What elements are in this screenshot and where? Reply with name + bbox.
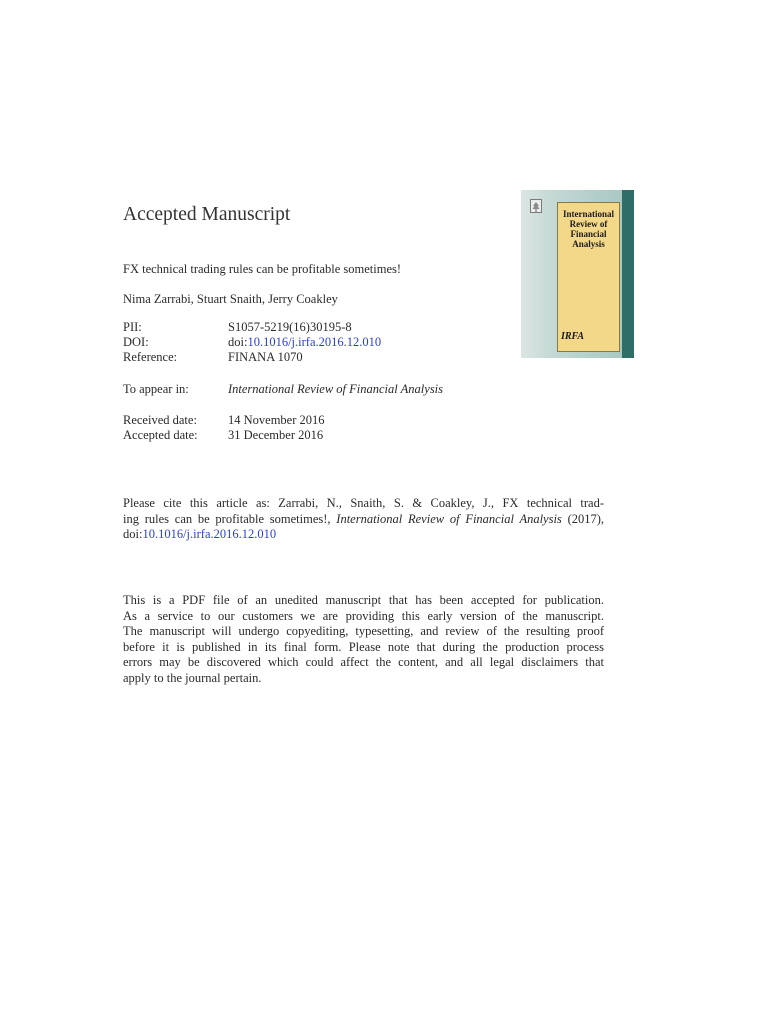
page-heading: Accepted Manuscript [123, 204, 291, 225]
citation-journal: International Review of Financial Analysis [336, 511, 562, 526]
pii-row [123, 319, 523, 335]
article-title: FX technical trading rules can be profitable sometimes! [123, 262, 402, 276]
appear-in-row [123, 381, 523, 397]
tree-icon [531, 201, 541, 213]
cover-journal-title [558, 209, 619, 249]
received-label: Received date: [123, 413, 197, 427]
citation-year: (2017), [561, 511, 605, 526]
cover-title-panel [557, 202, 620, 352]
reference-value: FINANA 1070 [228, 350, 303, 364]
notice-line: The manuscript will undergo copyediting, typesetting, and review of the resulting proof [123, 624, 604, 638]
doi-value [228, 334, 381, 350]
reference-label: Reference: [123, 350, 178, 364]
notice-line: before it is published in its final form. Please note that during the production process [123, 639, 604, 654]
cover-title-line: Analysis [572, 239, 605, 249]
accepted-label: Accepted date: [123, 428, 198, 442]
doi-prefix: doi: [228, 335, 248, 349]
notice-line: errors may be discovered which could affect the content, and all legal disclaimers that [123, 655, 604, 669]
publisher-logo-icon [530, 199, 542, 213]
citation-doi-link[interactable]: 10.1016/j.irfa.2016.12.010 [142, 527, 277, 541]
citation-line-2-text: ing rules can be profitable sometimes!, [123, 511, 337, 526]
citation-paragraph [123, 496, 604, 543]
citation-line-2 [123, 512, 604, 528]
notice-line: As a service to our customers we are providing this early version of the manuscript. [123, 608, 604, 623]
pii-value: S1057-5219(16)30195-8 [228, 320, 352, 334]
received-row [123, 412, 523, 428]
accepted-row [123, 427, 523, 443]
accepted-value: 31 December 2016 [228, 428, 324, 442]
citation-line-1: Please cite this article as: Zarrabi, N., Snaith, S. & Coakley, J., FX technical trad- [123, 496, 604, 510]
doi-row [123, 334, 523, 350]
citation-doi-prefix: doi: [123, 527, 143, 541]
notice-line: This is a PDF file of an unedited manuscript that has been accepted for publication. [123, 593, 604, 607]
pii-label: PII: [123, 320, 142, 334]
cover-title-line: International [562, 209, 614, 219]
appear-in-value: International Review of Financial Analysis [228, 382, 444, 396]
cover-title-line: Financial [570, 229, 607, 239]
cover-title-line: Review of [569, 219, 608, 229]
authors: Nima Zarrabi, Stuart Snaith, Jerry Coakley [123, 292, 338, 306]
doi-link[interactable]: 10.1016/j.irfa.2016.12.010 [247, 335, 382, 349]
notice-paragraph [123, 593, 604, 686]
reference-row [123, 349, 523, 365]
cover-abbreviation: IRFA [561, 331, 584, 342]
notice-line: apply to the journal pertain. [123, 670, 262, 685]
journal-cover-image [521, 190, 634, 358]
received-value: 14 November 2016 [228, 413, 325, 427]
citation-line-3 [123, 527, 604, 543]
appear-in-label: To appear in: [123, 382, 189, 396]
doi-label: DOI: [123, 335, 149, 349]
